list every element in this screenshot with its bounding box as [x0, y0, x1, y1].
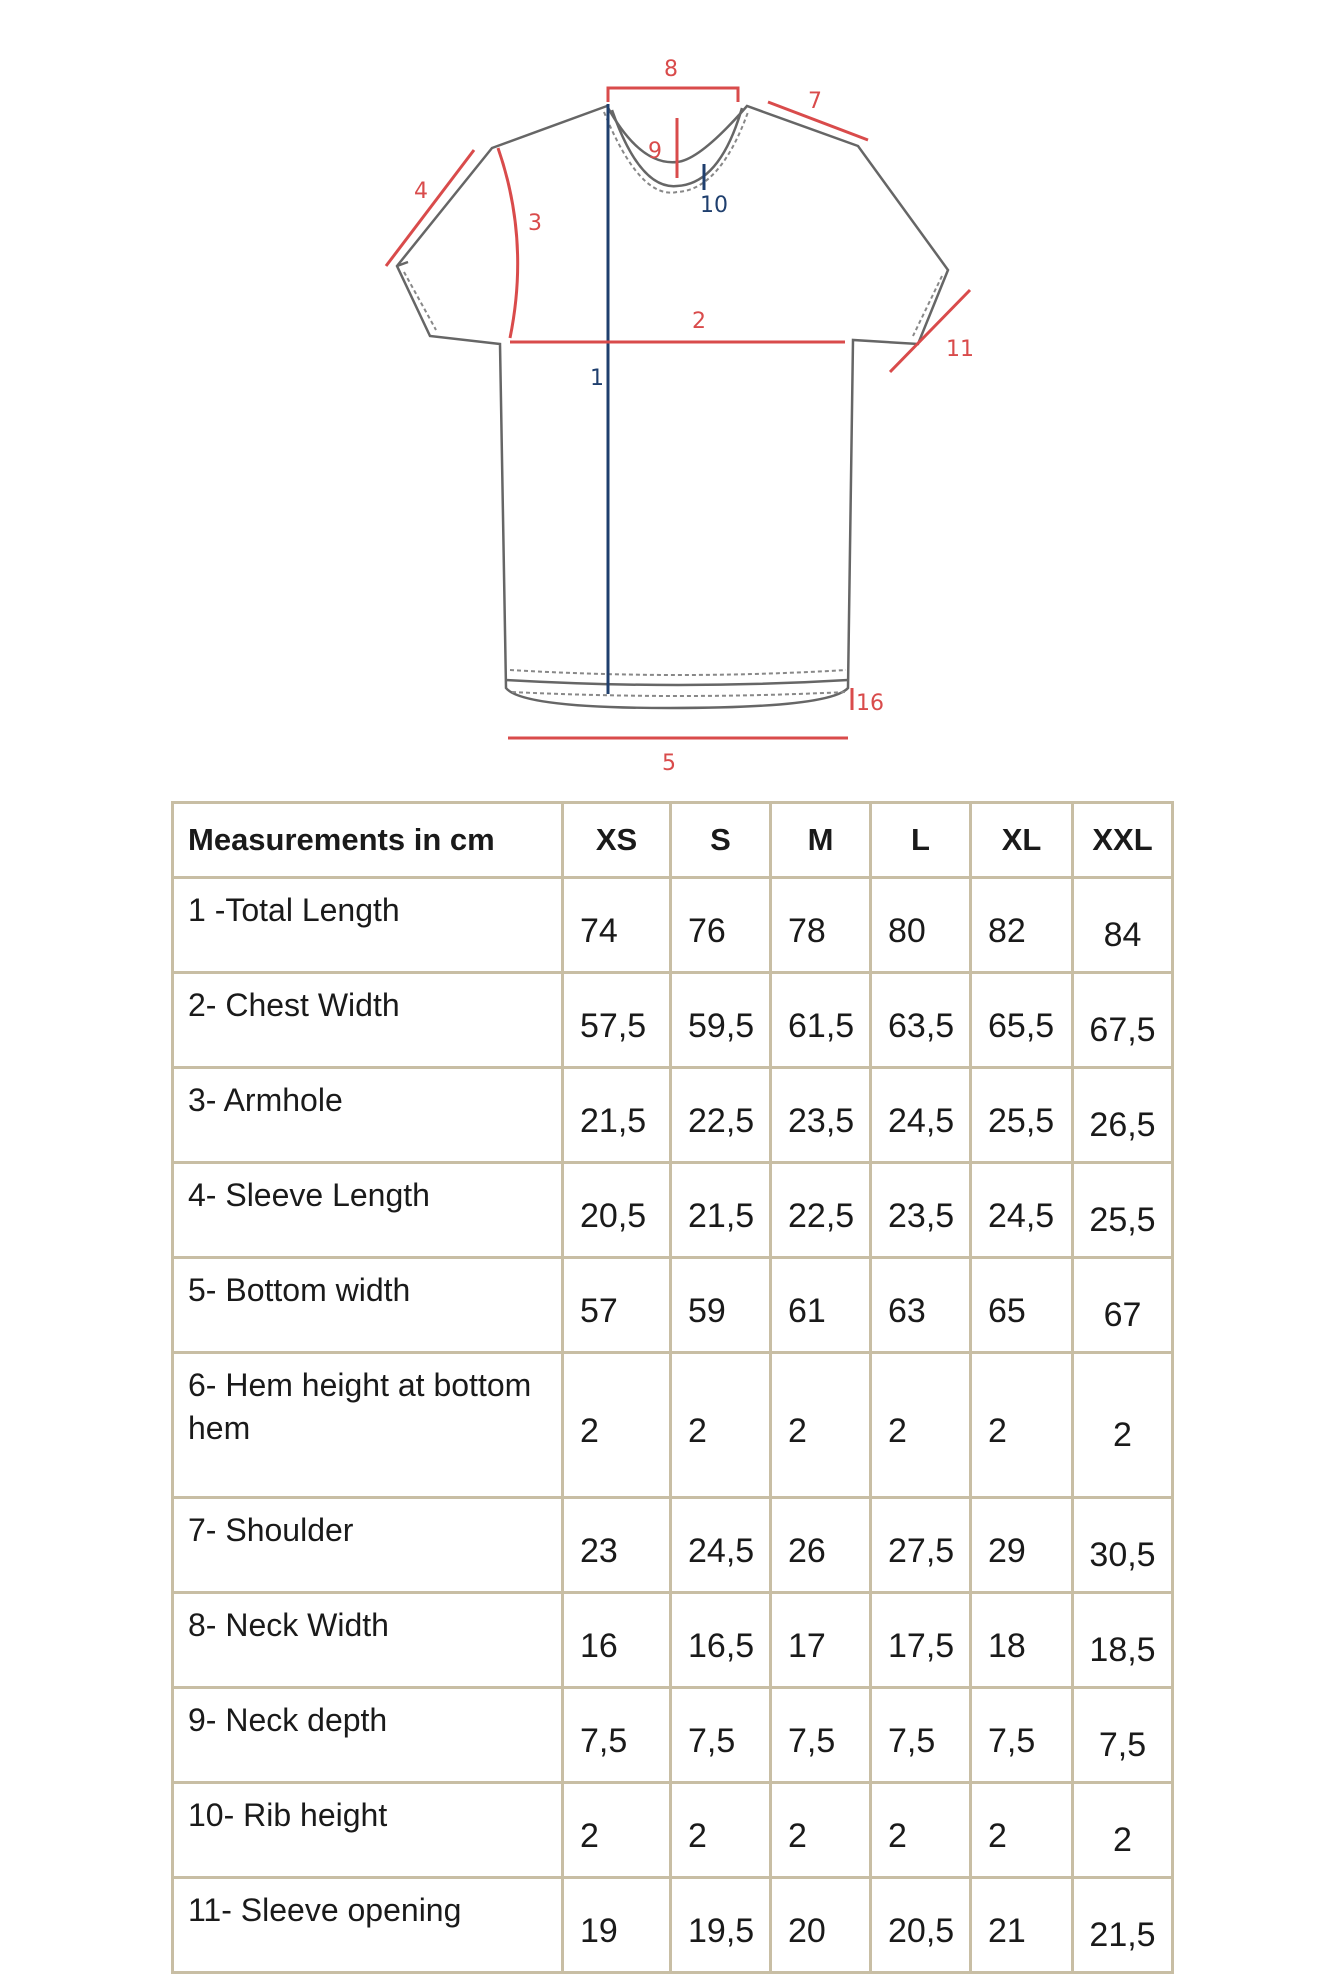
table-cell: 2 — [671, 1353, 771, 1498]
table-cell: 84 — [1073, 878, 1173, 973]
table-cell: 17,5 — [871, 1593, 971, 1688]
table-cell: 25,5 — [971, 1068, 1073, 1163]
table-cell: 65,5 — [971, 973, 1073, 1068]
table-cell: 2 — [563, 1353, 671, 1498]
row-label: 6- Hem height at bottom hem — [173, 1353, 563, 1498]
table-cell: 2 — [871, 1783, 971, 1878]
sleeve-length-line — [386, 150, 474, 266]
table-row — [173, 878, 1173, 973]
table-header-row — [173, 803, 1173, 878]
label-sleeve-length: 4 — [414, 179, 428, 204]
table-cell: 30,5 — [1073, 1498, 1173, 1593]
table-cell: 2 — [1073, 1353, 1173, 1498]
table-cell: 24,5 — [671, 1498, 771, 1593]
table-cell: 57,5 — [563, 973, 671, 1068]
table-row — [173, 1353, 1173, 1498]
table-cell: 22,5 — [671, 1068, 771, 1163]
table-cell: 7,5 — [771, 1688, 871, 1783]
table-cell: 78 — [771, 878, 871, 973]
table-cell: 7,5 — [871, 1688, 971, 1783]
table-row — [173, 1593, 1173, 1688]
row-label: 11- Sleeve opening — [173, 1878, 563, 1973]
table-row — [173, 1688, 1173, 1783]
table-cell: 7,5 — [671, 1688, 771, 1783]
table-cell: 57 — [563, 1258, 671, 1353]
row-label: 9- Neck depth — [173, 1688, 563, 1783]
table-cell: 23,5 — [871, 1163, 971, 1258]
table-cell: 2 — [671, 1783, 771, 1878]
table-cell: 7,5 — [971, 1688, 1073, 1783]
table-cell: 59 — [671, 1258, 771, 1353]
table-row — [173, 1163, 1173, 1258]
neck-width-line — [608, 88, 738, 102]
table-cell: 21,5 — [563, 1068, 671, 1163]
table-cell: 25,5 — [1073, 1163, 1173, 1258]
table-cell: 67 — [1073, 1258, 1173, 1353]
table-cell: 18 — [971, 1593, 1073, 1688]
table-cell: 2 — [1073, 1783, 1173, 1878]
table-cell: 67,5 — [1073, 973, 1173, 1068]
table-cell: 23 — [563, 1498, 671, 1593]
table-cell: 2 — [871, 1353, 971, 1498]
table-cell: 23,5 — [771, 1068, 871, 1163]
label-armhole: 3 — [528, 211, 542, 236]
table-cell: 20,5 — [563, 1163, 671, 1258]
size-header-l: L — [871, 803, 971, 878]
tshirt-outline — [397, 106, 948, 708]
table-cell: 29 — [971, 1498, 1073, 1593]
label-bottom-width: 5 — [662, 751, 676, 776]
table-cell: 80 — [871, 878, 971, 973]
table-row — [173, 1783, 1173, 1878]
table-cell: 20 — [771, 1878, 871, 1973]
label-rib-height: 10 — [700, 193, 728, 218]
tshirt-measurement-diagram — [0, 0, 1335, 790]
label-sleeve-opening: 11 — [946, 337, 974, 362]
table-row — [173, 973, 1173, 1068]
table-cell: 26 — [771, 1498, 871, 1593]
table-cell: 74 — [563, 878, 671, 973]
table-row — [173, 1498, 1173, 1593]
table-cell: 59,5 — [671, 973, 771, 1068]
size-header-xxl: XXL — [1073, 803, 1173, 878]
table-cell: 2 — [971, 1783, 1073, 1878]
table-cell: 20,5 — [871, 1878, 971, 1973]
label-neck-width: 8 — [664, 57, 678, 82]
table-cell: 21,5 — [1073, 1878, 1173, 1973]
table-cell: 17 — [771, 1593, 871, 1688]
table-cell: 61 — [771, 1258, 871, 1353]
label-hem-height: 16 — [856, 691, 884, 716]
table-cell: 18,5 — [1073, 1593, 1173, 1688]
row-label: 10- Rib height — [173, 1783, 563, 1878]
row-label: 4- Sleeve Length — [173, 1163, 563, 1258]
row-label: 5- Bottom width — [173, 1258, 563, 1353]
table-cell: 19,5 — [671, 1878, 771, 1973]
size-header-s: S — [671, 803, 771, 878]
table-cell: 63,5 — [871, 973, 971, 1068]
size-header-m: M — [771, 803, 871, 878]
table-cell: 21 — [971, 1878, 1073, 1973]
stitching — [404, 112, 942, 696]
table-cell: 16,5 — [671, 1593, 771, 1688]
table-cell: 7,5 — [563, 1688, 671, 1783]
table-cell: 26,5 — [1073, 1068, 1173, 1163]
row-label: 1 -Total Length — [173, 878, 563, 973]
table-row — [173, 1878, 1173, 1973]
row-label: 3- Armhole — [173, 1068, 563, 1163]
table-cell: 7,5 — [1073, 1688, 1173, 1783]
size-header-xs: XS — [563, 803, 671, 878]
size-chart-table — [171, 801, 1174, 1974]
table-cell: 61,5 — [771, 973, 871, 1068]
label-total-length: 1 — [590, 366, 604, 391]
table-cell: 2 — [771, 1783, 871, 1878]
row-label: 7- Shoulder — [173, 1498, 563, 1593]
table-cell: 63 — [871, 1258, 971, 1353]
table-row — [173, 1068, 1173, 1163]
table-cell: 24,5 — [871, 1068, 971, 1163]
table-cell: 2 — [771, 1353, 871, 1498]
table-cell: 65 — [971, 1258, 1073, 1353]
armhole-line — [498, 148, 518, 338]
table-cell: 82 — [971, 878, 1073, 973]
table-cell: 2 — [563, 1783, 671, 1878]
row-label: 2- Chest Width — [173, 973, 563, 1068]
table-row — [173, 1258, 1173, 1353]
table-cell: 19 — [563, 1878, 671, 1973]
table-cell: 2 — [971, 1353, 1073, 1498]
label-neck-depth: 9 — [648, 139, 662, 164]
table-cell: 24,5 — [971, 1163, 1073, 1258]
table-cell: 27,5 — [871, 1498, 971, 1593]
table-cell: 16 — [563, 1593, 671, 1688]
table-cell: 21,5 — [671, 1163, 771, 1258]
label-chest-width: 2 — [692, 309, 706, 334]
row-label: 8- Neck Width — [173, 1593, 563, 1688]
label-shoulder: 7 — [808, 89, 822, 114]
table-cell: 76 — [671, 878, 771, 973]
measurements-header: Measurements in cm — [173, 803, 563, 878]
table-cell: 22,5 — [771, 1163, 871, 1258]
size-header-xl: XL — [971, 803, 1073, 878]
